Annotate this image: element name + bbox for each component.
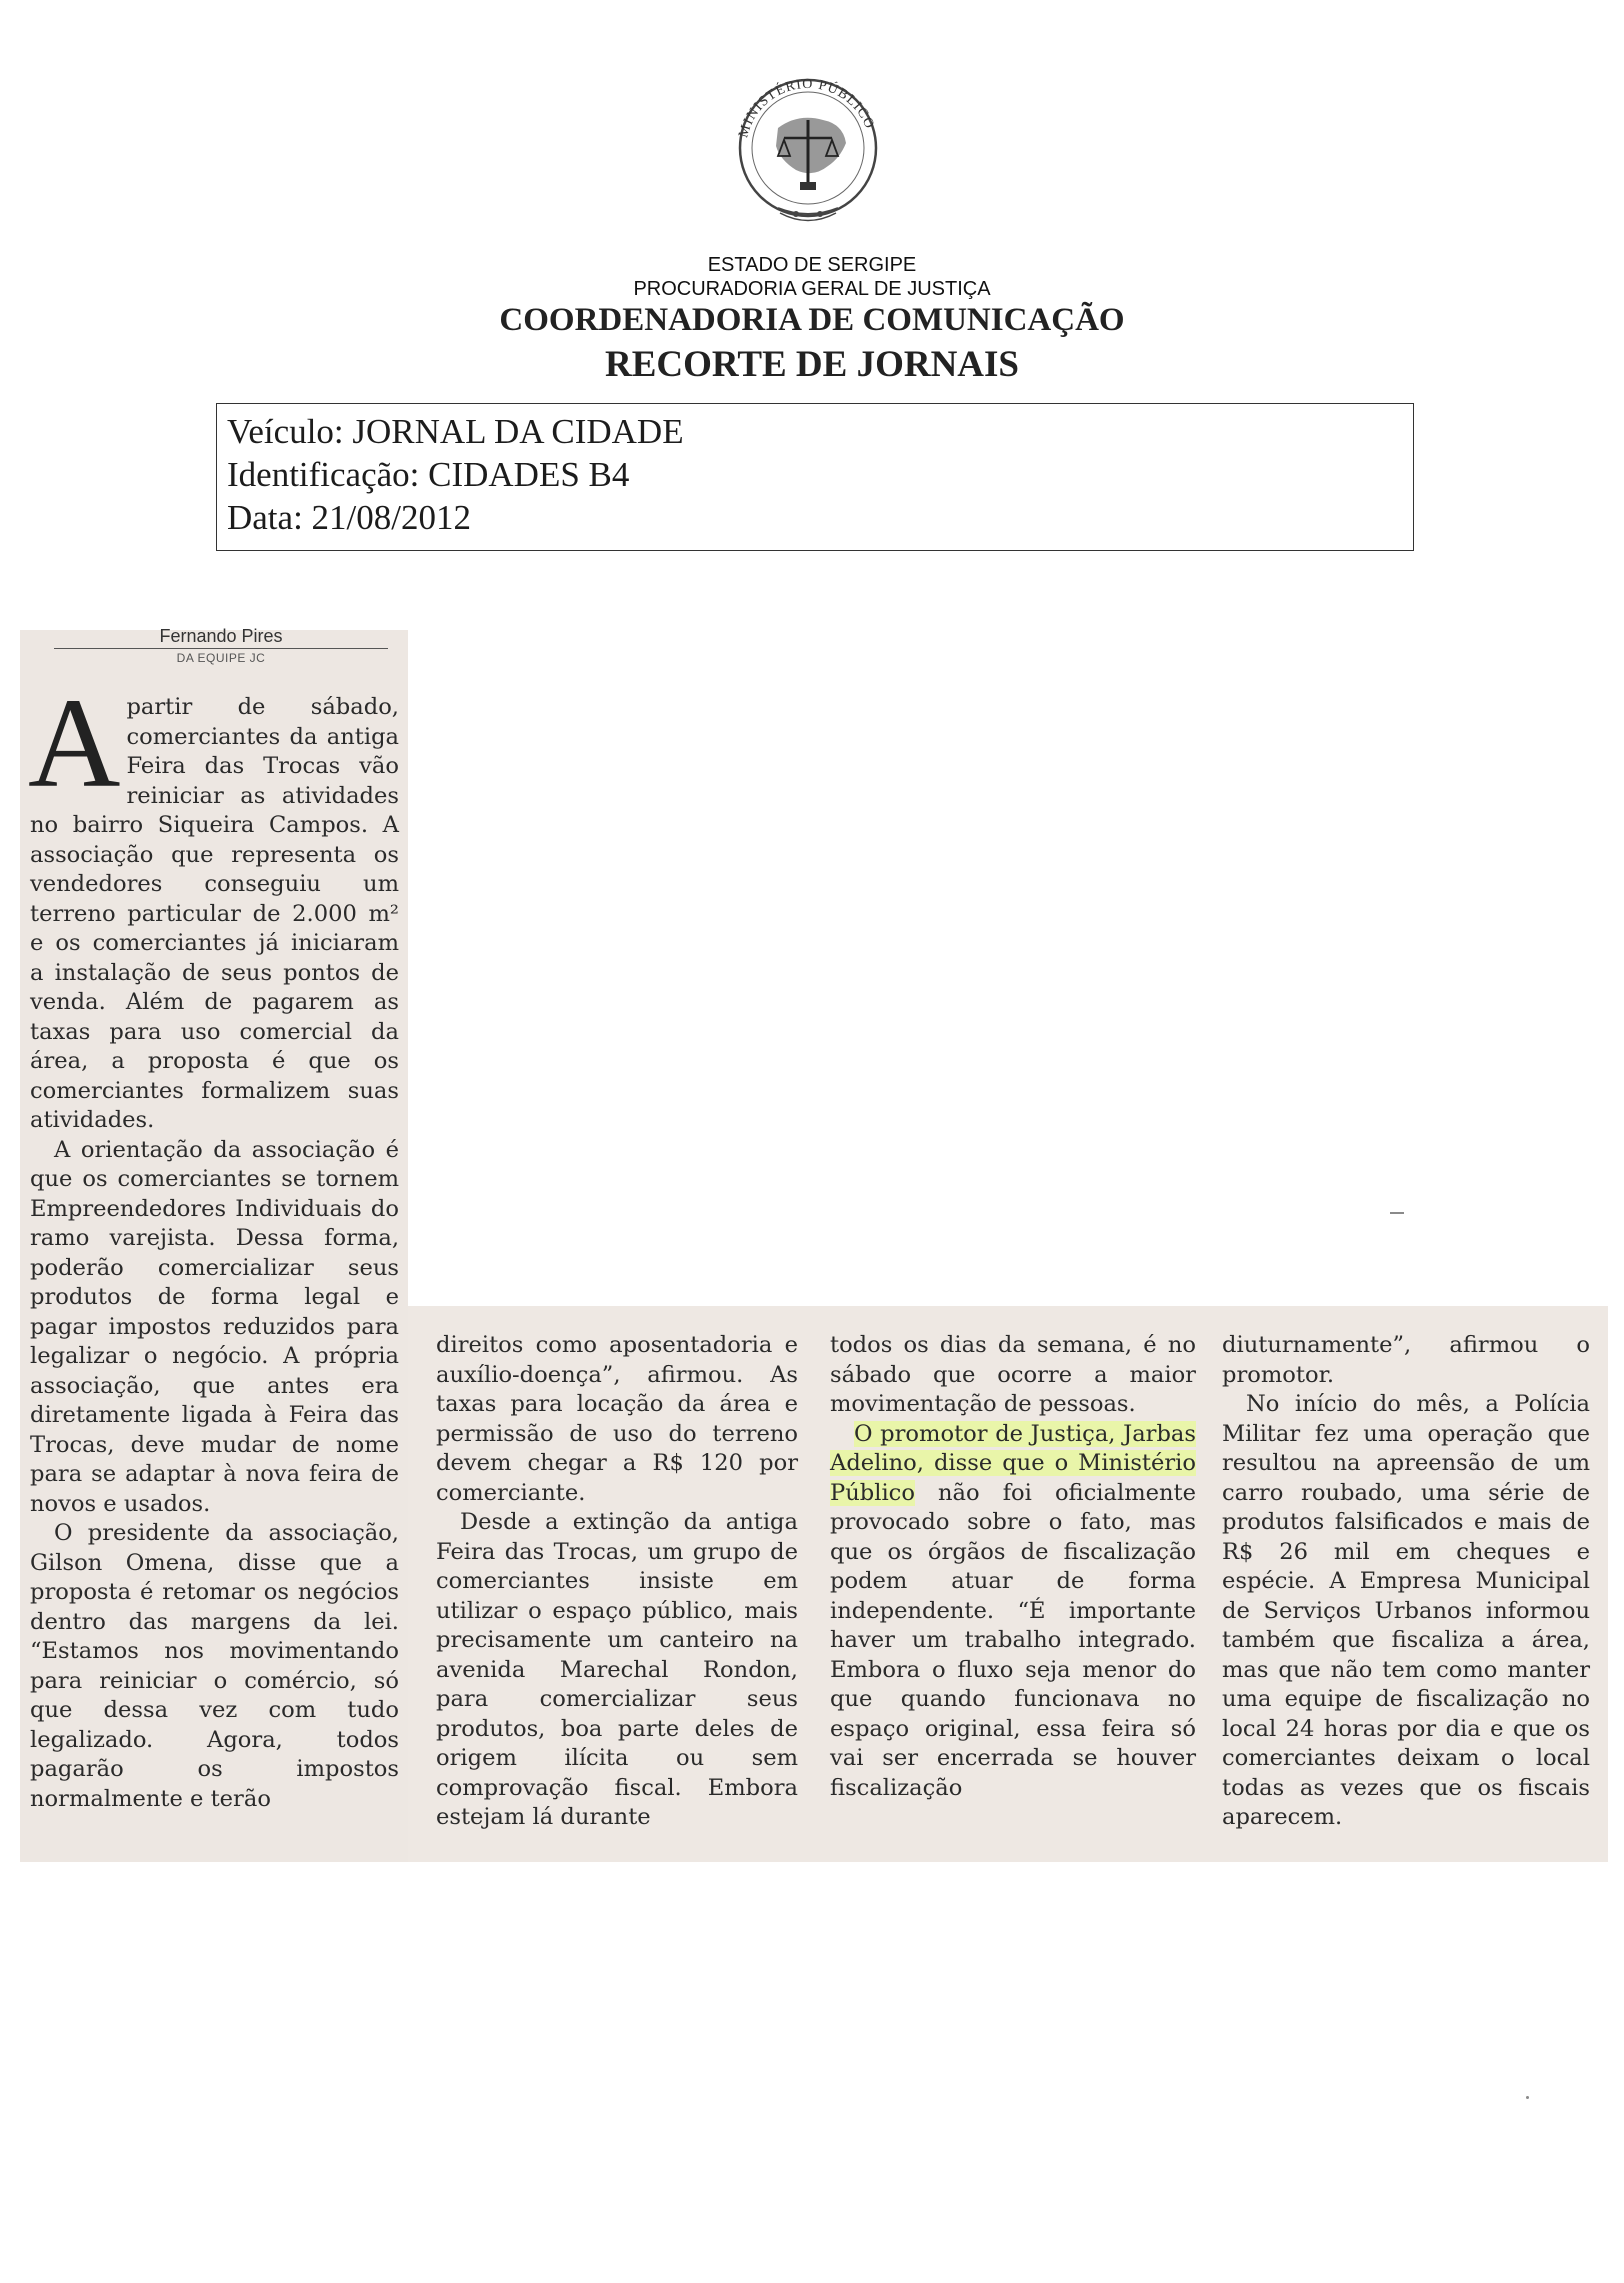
header-state: ESTADO DE SERGIPE — [707, 254, 917, 276]
article-dropcap: A — [28, 672, 121, 814]
article-paragraph: todos os dias da semana, é no sábado que ocorre a maior movimentação de pessoas. — [830, 1332, 1196, 1417]
ministerio-publico-seal — [718, 58, 898, 228]
article-paragraph: partir de sábado, comerciantes da antiga Feira das Trocas vão reiniciar as atividades no bairro Siqueira Campos. A associação que representa os vendedores conseguiu um terreno particular de 2.000 m² e os comerciantes já iniciaram a instalação de seus pontos de venda. Além de pagarem as taxas para uso comercial da área, a proposta é que os comerciantes formalizem suas atividades. — [30, 694, 399, 1133]
article-paragraph: A orientação da associação é que os comerciantes se tornem Empreendedores Individuais do ramo varejista. Dessa forma, poderão comercializar seus produtos de forma legal e pagar impostos reduzidos para legalizar o negócio. A própria associação, que antes era diretamente ligada à Feira das Trocas, deve mudar de nome para se adaptar à nova feira de novos e usados. — [30, 1136, 399, 1517]
article-paragraph: No início do mês, a Polícia Militar fez uma operação que resultou na apreensão de um carro roubado, uma série de produtos falsificados e mais de R$ 26 mil em cheques e espécie. A Empresa Municipal de Serviços Urbanos informou também que fiscaliza a área, mas que não tem como manter uma equipe de fiscalização no local 24 horas por dia e que os comerciantes deixam o local todas as vezes que os fiscais aparecem. — [1222, 1391, 1590, 1830]
info-veiculo: Veículo: JORNAL DA CIDADE — [227, 412, 684, 451]
article-paragraph: O presidente da associação, Gilson Omena, disse que a proposta é retomar os negócios dentro das margens da lei. “Estamos nos movimentando para reiniciar o comércio, só que dessa vez com tudo legalizado. Agora, todos pagarão os impostos normalmente e terão — [30, 1520, 399, 1812]
article-column-1 — [28, 672, 399, 1814]
article-paragraph: diuturnamente”, afirmou o promotor. — [1222, 1332, 1590, 1388]
header-coordenadoria: COORDENADORIA DE COMUNICAÇÃO — [499, 302, 1125, 338]
article-column-2 — [436, 1331, 798, 1833]
seal-text: MINISTÉRIO PÚBLICO — [736, 76, 877, 140]
info-identificacao: Identificação: CIDADES B4 — [227, 455, 630, 494]
article-paragraph: direitos como aposentadoria e auxílio-doença”, afirmou. As taxas para locação da área e permissão de uso do terreno devem chegar a R$ 120 por comerciante. — [436, 1332, 798, 1506]
info-data: Data: 21/08/2012 — [227, 498, 471, 537]
article-column-3 — [830, 1331, 1196, 1803]
article-paragraph: Desde a extinção da antiga Feira das Trocas, um grupo de comerciantes insiste em utilizar o espaço público, mais precisamente um canteiro na avenida Marechal Rondon, para comercializar seus produtos, boa parte deles de origem ilícita ou sem comprovação fiscal. Embora estejam lá durante — [436, 1509, 798, 1830]
highlighted-text: O promotor de Justiça, Jarbas Adelino, disse que o Ministério Público — [830, 1420, 1196, 1506]
article-column-4 — [1222, 1331, 1590, 1833]
article-paragraph-rest: não foi oficialmente provocado sobre o fato, mas que os órgãos de fiscalização podem atuar de forma independente. “É importante haver um trabalho integrado. Embora o fluxo seja menor do que quando funcionava no espaço original, essa feira só vai ser encerrada se houver fiscalização — [830, 1479, 1196, 1801]
header-procuradoria: PROCURADORIA GERAL DE JUSTIÇA — [633, 278, 991, 300]
scan-mark — [1390, 1212, 1404, 1214]
page-title: RECORTE DE JORNAIS — [605, 344, 1019, 385]
article-byline — [54, 626, 388, 665]
scan-dot — [1526, 2096, 1529, 2099]
article-author: Fernando Pires — [54, 626, 388, 649]
clipping-info-box — [216, 403, 1414, 551]
article-team: DA EQUIPE JC — [176, 651, 266, 665]
